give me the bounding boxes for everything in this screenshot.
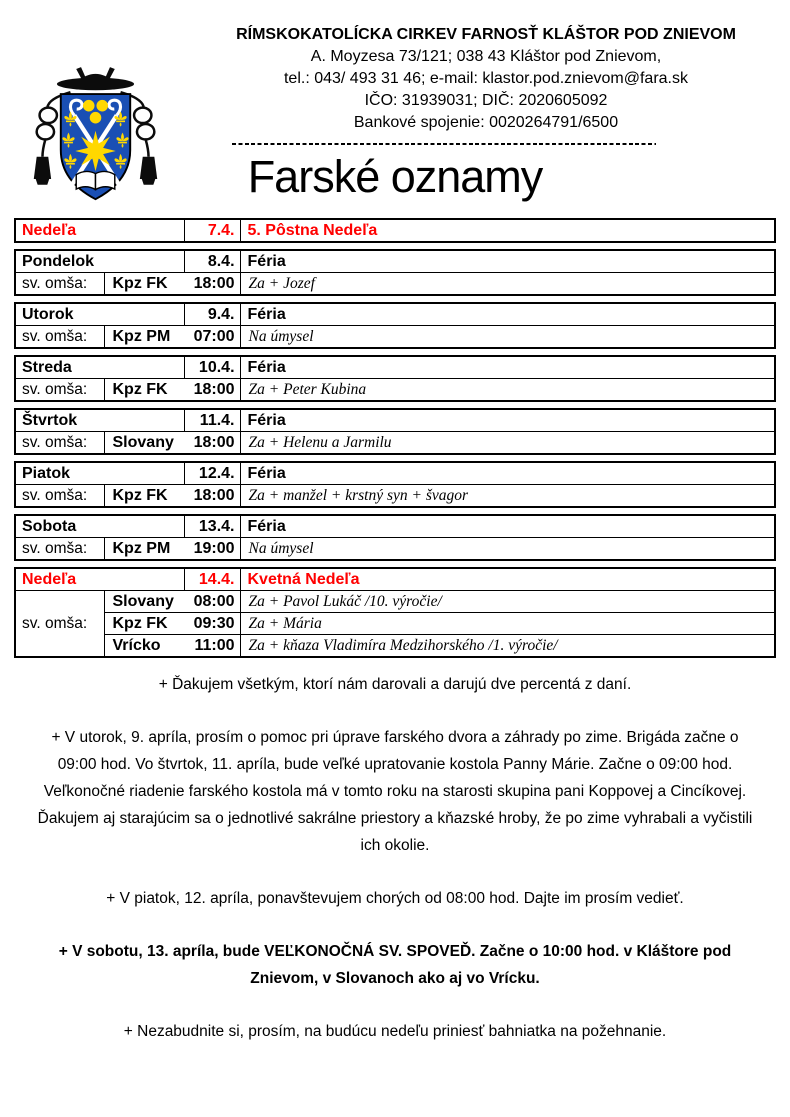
- organization-name: RÍMSKOKATOLÍCKA CIRKEV FARNOSŤ KLÁŠTOR POD ZNIEVOM: [236, 26, 736, 43]
- day-date: 12.4.: [184, 462, 240, 485]
- day-block: [14, 218, 776, 243]
- day-block: [14, 567, 776, 658]
- mass-intention: Na úmysel: [240, 538, 775, 561]
- announcement: + Ďakujem všetkým, ktorí nám darovali a darujú dve percentá z daní.: [158, 676, 632, 693]
- galero-hat-icon: [57, 67, 134, 90]
- mass-label: sv. omša:: [15, 591, 104, 658]
- day-date: 8.4.: [184, 250, 240, 273]
- mass-intention: Za + Jozef: [240, 273, 775, 296]
- day-feast: Féria: [247, 517, 286, 535]
- day-name: Streda: [15, 356, 184, 379]
- mass-time: 18:00: [184, 432, 240, 455]
- announcement: + V utorok, 9. apríla, prosím o pomoc pri úprave farského dvora a záhrady po zime. Brigáda začne o 09:00 hod. Vo štvrtok, 11. apríla, bude veľké upratovanie kostola Panny Márie. Začne o 09:00 hod. Veľkonočné riadenie farského kostola má v tomto roku na starosti skupina pani Koppovej a Cincíkovej. Ďakujem aj starajúcim sa o jednotlivé sakrálne priestory a kňazské hroby, že po zime vyhrabali a vyčistili ich okolie.: [37, 729, 753, 854]
- day-date: 14.4.: [184, 568, 240, 591]
- mass-time: 09:30: [184, 613, 240, 635]
- parish-coat-of-arms: [28, 56, 163, 218]
- dashed-divider: [232, 143, 656, 145]
- day-name: Pondelok: [15, 250, 184, 273]
- day-feast: Féria: [247, 464, 286, 482]
- day-feast: Féria: [247, 358, 286, 376]
- day-block: [14, 461, 776, 508]
- mass-time: 18:00: [184, 379, 240, 402]
- day-feast: Féria: [247, 252, 286, 270]
- mass-label: sv. omša:: [15, 538, 104, 561]
- day-date: 13.4.: [184, 515, 240, 538]
- day-date: 10.4.: [184, 356, 240, 379]
- announcement: + Nezabudnite si, prosím, na budúcu nedeľu priniesť bahniatka na požehnanie.: [123, 1023, 667, 1040]
- day-name: Piatok: [15, 462, 184, 485]
- day-feast: Kvetná Nedeľa: [247, 570, 360, 588]
- mass-label: sv. omša:: [15, 485, 104, 508]
- mass-place: Kpz FK: [104, 273, 184, 296]
- day-date: 9.4.: [184, 303, 240, 326]
- mass-label: sv. omša:: [15, 326, 104, 349]
- announcement: + V sobotu, 13. apríla, bude VEĽKONOČNÁ SV. SPOVEĎ. Začne o 10:00 hod. v Kláštore pod Znievom, v Slovanoch ako aj vo Vrícku.: [58, 943, 732, 987]
- mass-intention: Za + manžel + krstný syn + švagor: [240, 485, 775, 508]
- mass-place: Kpz PM: [104, 326, 184, 349]
- day-name: Nedeľa: [15, 219, 184, 242]
- mass-time: 08:00: [184, 591, 240, 613]
- mass-place: Kpz FK: [104, 485, 184, 508]
- address-line: A. Moyzesa 73/121; 038 43 Kláštor pod Znievom,: [310, 48, 662, 65]
- day-name: Štvrtok: [15, 409, 184, 432]
- day-feast: 5. Pôstna Nedeľa: [247, 221, 378, 239]
- open-book-icon: [76, 171, 115, 189]
- day-name: Nedeľa: [15, 568, 184, 591]
- day-block: [14, 302, 776, 349]
- day-block: [14, 408, 776, 455]
- day-name: Utorok: [15, 303, 184, 326]
- schedule: [14, 218, 776, 658]
- mass-intention: Za + Helenu a Jarmilu: [240, 432, 775, 455]
- mass-time: 19:00: [184, 538, 240, 561]
- day-block: [14, 249, 776, 296]
- day-feast: Féria: [247, 411, 286, 429]
- announcement: + V piatok, 12. apríla, ponavštevujem chorých od 08:00 hod. Dajte im prosím vedieť.: [106, 890, 684, 907]
- mass-intention: Za + kňaza Vladimíra Medzihorského /1. výročie/: [240, 635, 775, 658]
- day-block: [14, 355, 776, 402]
- mass-place: Slovany: [104, 591, 184, 613]
- day-feast: Féria: [247, 305, 286, 323]
- day-name: Sobota: [15, 515, 184, 538]
- coat-of-arms-icon: [28, 56, 163, 218]
- registration-line: IČO: 31939031; DIČ: 2020605092: [364, 92, 608, 109]
- mass-time: 18:00: [184, 273, 240, 296]
- contact-line: tel.: 043/ 493 31 46; e-mail: klastor.pod.znievom@fara.sk: [283, 70, 688, 87]
- mass-place: Slovany: [104, 432, 184, 455]
- mass-intention: Na úmysel: [240, 326, 775, 349]
- day-date: 11.4.: [184, 409, 240, 432]
- page-title: Farské oznamy: [247, 151, 543, 202]
- mass-label: sv. omša:: [15, 432, 104, 455]
- letterhead: [180, 0, 790, 145]
- announcements: [0, 671, 790, 1045]
- mass-label: sv. omša:: [15, 273, 104, 296]
- mass-place: Kpz PM: [104, 538, 184, 561]
- mass-time: 11:00: [184, 635, 240, 658]
- mass-place: Vrícko: [104, 635, 184, 658]
- day-date: 7.4.: [184, 219, 240, 242]
- mass-time: 18:00: [184, 485, 240, 508]
- mass-time: 07:00: [184, 326, 240, 349]
- mass-place: Kpz FK: [104, 613, 184, 635]
- mass-place: Kpz FK: [104, 379, 184, 402]
- day-block: [14, 514, 776, 561]
- bank-line: Bankové spojenie: 0020264791/6500: [353, 114, 619, 131]
- mass-intention: Za + Peter Kubina: [240, 379, 775, 402]
- mass-intention: Za + Mária: [240, 613, 775, 635]
- mass-label: sv. omša:: [15, 379, 104, 402]
- mass-intention: Za + Pavol Lukáč /10. výročie/: [240, 591, 775, 613]
